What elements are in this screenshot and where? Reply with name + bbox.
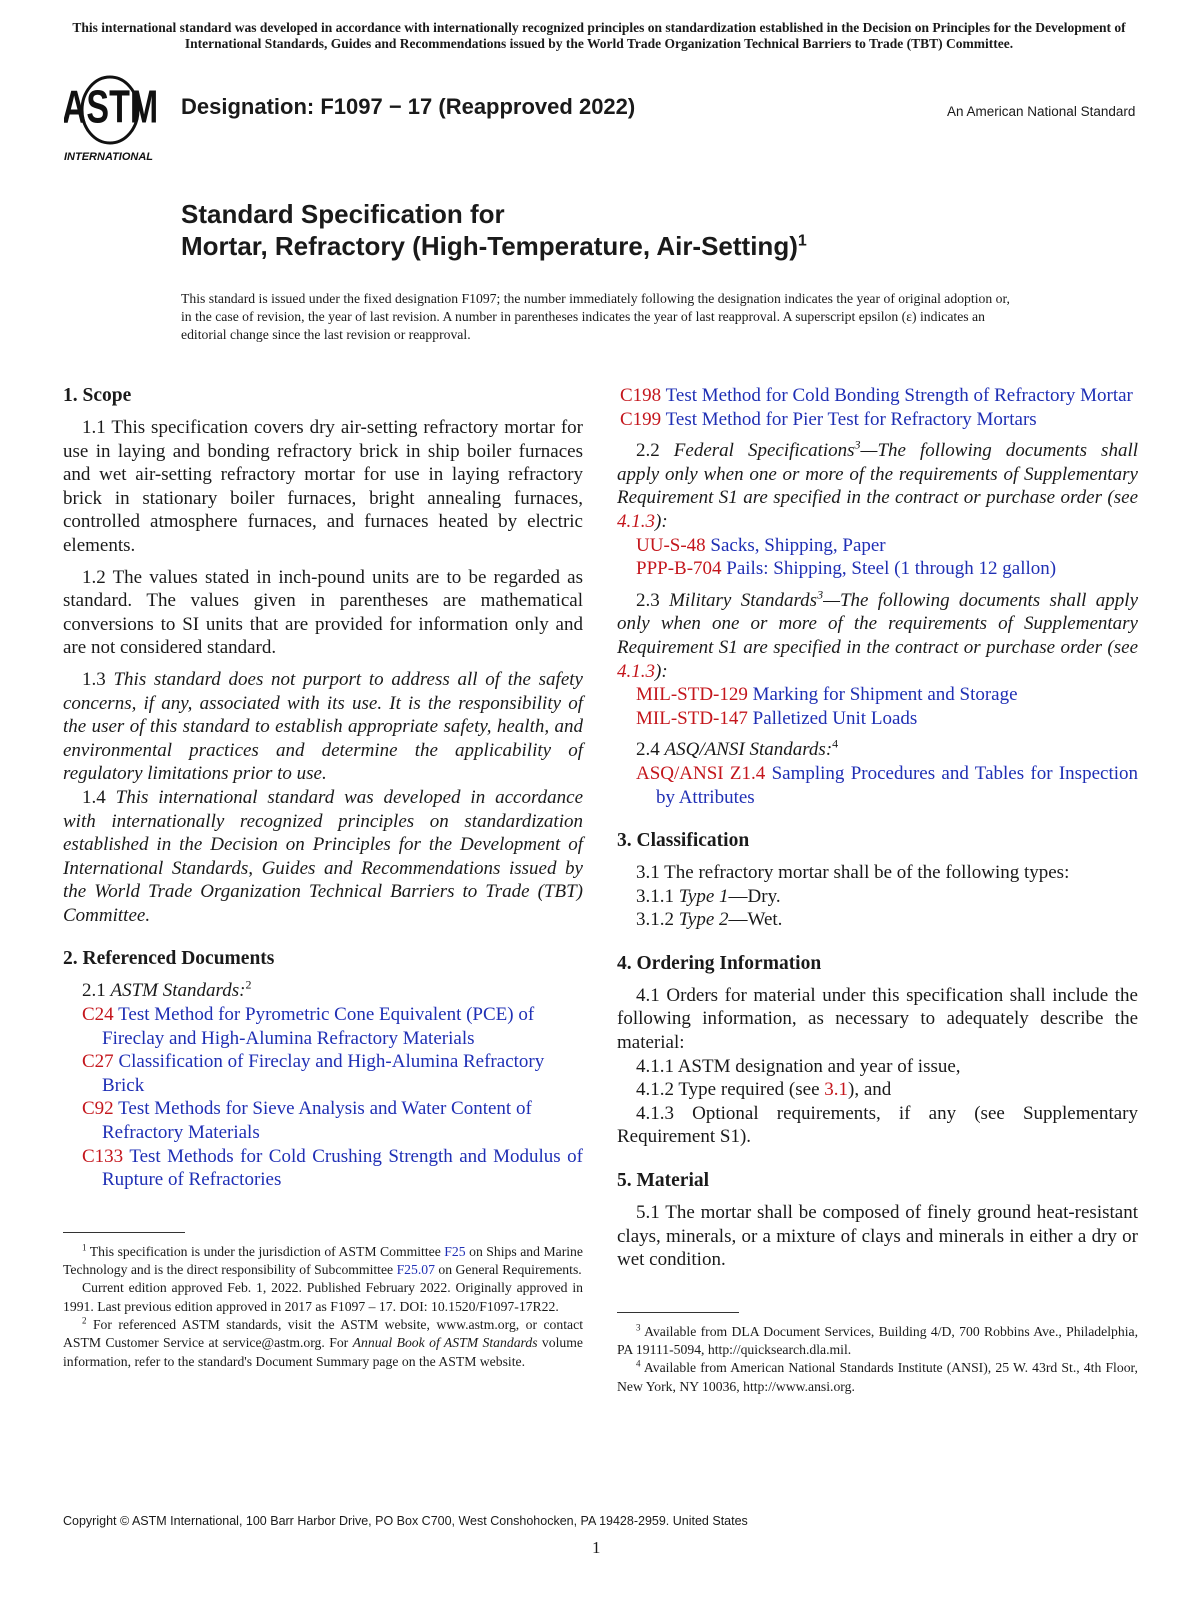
astm-standards-number: 2.1 xyxy=(82,980,106,1002)
astm-standards-label xyxy=(63,979,583,1003)
ref-mil-std-129 xyxy=(617,683,1138,707)
copyright: Copyright © ASTM International, 100 Barr Harbor Drive, PO Box C700, West Conshohocken, PA 19428-2959. United States xyxy=(63,1514,748,1528)
logo-text: ASTM xyxy=(64,80,159,133)
ref-mil-std-147 xyxy=(617,707,1138,731)
type-2-label: Type 2 xyxy=(678,909,729,931)
ref-c133-title[interactable]: Test Methods for Cold Crushing Strength and Modulus of Rupture of Refractories xyxy=(102,1145,583,1191)
military-text-end: ): xyxy=(655,660,668,682)
military-standards xyxy=(617,589,1138,683)
title-line-1: Standard Specification for xyxy=(181,199,505,229)
ref-c92-code[interactable]: C92 xyxy=(82,1098,114,1120)
scope-1-1: 1.1 This specification covers dry air-setting refractory mortar for use in laying and bonding refractory brick in ship boiler furnaces and wet air-setting refractory mortar for use in laying refractory brick in stationary boiler furnaces, bright annealing furnaces, controlled atmosphere furnaces, and furnaces heated by electric elements. xyxy=(63,417,583,556)
scope-1-2: 1.2 The values stated in inch-pound units are to be regarded as standard. The values given in parentheses are mathematical conversions to SI units that are provided for information only and are not considered standard. xyxy=(63,566,583,659)
footnote-3 xyxy=(617,1323,1138,1360)
ref-c27 xyxy=(63,1050,583,1097)
military-number: 2.3 xyxy=(636,589,660,611)
classification-3-1-2 xyxy=(617,908,1138,932)
ref-ppp-b-704 xyxy=(617,557,1138,581)
link-4-1-3-b[interactable]: 4.1.3 xyxy=(617,660,655,682)
footnote-4-text: Available from American National Standards Institute (ANSI), 25 W. 43rd St., 4th Floor, New York, NY 10036, http://www.ansi.org. xyxy=(617,1360,1138,1394)
ref-asq-z1-4 xyxy=(617,762,1138,809)
footnote-1 xyxy=(63,1243,583,1280)
footnote-4-marker: 4 xyxy=(636,1358,641,1369)
ref-ppp-b-704-title[interactable]: Pails: Shipping, Steel (1 through 12 gallon) xyxy=(726,558,1057,580)
logo-subtext: INTERNATIONAL xyxy=(64,151,154,163)
ref-c199-title[interactable]: Test Method for Pier Test for Refractory Mortars xyxy=(665,408,1037,430)
footnote-ref-3a[interactable]: 3 xyxy=(854,437,861,452)
footnote-2-marker: 2 xyxy=(82,1315,87,1326)
type-1-text: —Dry. xyxy=(728,885,781,907)
material-heading: 5. Material xyxy=(617,1170,710,1192)
material-5-1: 5.1 The mortar shall be composed of finely ground heat-resistant clays, minerals, or a mixture of clays and minerals in either a dry or wet condition. xyxy=(617,1202,1138,1271)
left-column xyxy=(63,384,583,1371)
footnote-1-text-b: on Ships and Marine Technology and is the direct responsibility of Subcommittee xyxy=(63,1243,583,1278)
scope-1-4 xyxy=(63,786,583,928)
footnote-2 xyxy=(63,1316,583,1371)
footnote-3-text: Available from DLA Document Services, Building 4/D, 700 Robbins Ave., Philadelphia, PA 19111-5094, http://quicksearch.dla.mil. xyxy=(617,1323,1139,1358)
classification-heading: 3. Classification xyxy=(617,830,750,852)
ref-c92-title[interactable]: Test Methods for Sieve Analysis and Water Content of Refractory Materials xyxy=(102,1098,532,1144)
military-label: Military Standards xyxy=(669,589,818,611)
ref-c199-code[interactable]: C199 xyxy=(620,408,662,430)
ref-asq-z1-4-code[interactable]: ASQ/ANSI Z1.4 xyxy=(636,762,766,784)
issued-note: This standard is issued under the fixed designation F1097; the number immediately following the designation indicates the year of original adoption or, in the case of revision, the year of last revision. A number in parentheses indicates the year of last reapproval. A superscript epsilon (ε) indicates an editorial change since the last revision or reapproval. xyxy=(181,291,1010,342)
ref-c92 xyxy=(63,1097,583,1144)
ref-c198-title[interactable]: Test Method for Cold Bonding Strength of Refractory Mortar xyxy=(665,385,1133,406)
ref-ppp-b-704-code[interactable]: PPP-B-704 xyxy=(636,558,722,580)
footnote-1-text-c: on General Requirements. xyxy=(434,1262,582,1278)
ordering-4-1-3: 4.1.3 Optional requirements, if any (see Supplementary Requirement S1). xyxy=(617,1102,1138,1148)
ref-mil-std-147-code[interactable]: MIL-STD-147 xyxy=(636,707,748,729)
wto-notice: This international standard was developed in accordance with internationally recognized principles on standardization established in the Decision on Principles for the Development of International Standards, Guides and Recommendations issued by the World Trade Organization Technical Barriers to Trade (TBT) Committee. xyxy=(72,20,1126,51)
ref-c27-code[interactable]: C27 xyxy=(82,1051,114,1073)
ref-mil-std-147-title[interactable]: Palletized Unit Loads xyxy=(752,707,918,729)
astm-standards-text: ASTM Standards: xyxy=(110,980,246,1002)
ref-asq-z1-4-title[interactable]: Sampling Procedures and Tables for Inspection by Attributes xyxy=(656,762,1138,808)
right-column xyxy=(617,384,1138,1396)
federal-number: 2.2 xyxy=(636,440,660,462)
designation: Designation: F1097 − 17 (Reapproved 2022) xyxy=(181,94,636,119)
ordering-heading: 4. Ordering Information xyxy=(617,952,822,974)
footnote-1-edition: Current edition approved Feb. 1, 2022. Published February 2022. Originally approved in 1991. Last previous edition approved in 2017 as F1097 – 17. DOI: 10.1520/F1097-17R22. xyxy=(63,1280,583,1314)
ref-uu-s-48-title[interactable]: Sacks, Shipping, Paper xyxy=(710,534,886,556)
federal-label: Federal Specifications xyxy=(673,440,855,462)
scope-1-4-text: This international standard was developed in accordance with internationally recognized principles on standardization established in the Decision on Principles for the Development of International Standards, Guides and Recommendations issued by the World Trade Organization Technical Barriers to Trade (TBT) Committee. xyxy=(63,786,584,926)
scope-1-4-number: 1.4 xyxy=(82,786,106,808)
title-line-2-text: Mortar, Refractory (High-Temperature, Air-Setting) xyxy=(181,231,798,261)
ref-mil-std-129-code[interactable]: MIL-STD-129 xyxy=(636,684,748,706)
ordering-4-1-2-end: ), and xyxy=(848,1079,892,1101)
link-4-1-3-a[interactable]: 4.1.3 xyxy=(617,510,655,532)
footnote-ref-4[interactable]: 4 xyxy=(832,736,839,751)
type-2-text: —Wet. xyxy=(728,909,783,931)
scope-heading: 1. Scope xyxy=(63,385,132,406)
footnote-divider-right xyxy=(617,1312,739,1313)
ordering-4-1-2 xyxy=(617,1078,1138,1102)
footnote-3-marker: 3 xyxy=(636,1322,641,1333)
astm-logo-mark xyxy=(64,70,166,165)
federal-text-end: ): xyxy=(655,510,668,532)
title-line-2 xyxy=(181,230,807,262)
type-2-number: 3.1.2 xyxy=(636,909,674,931)
scope-1-3-number: 1.3 xyxy=(82,668,106,690)
ref-uu-s-48 xyxy=(617,534,1138,558)
asq-standards-label xyxy=(617,738,1138,762)
footnote-4 xyxy=(617,1359,1138,1396)
ref-uu-s-48-code[interactable]: UU-S-48 xyxy=(636,534,706,556)
ref-c133 xyxy=(63,1145,583,1192)
link-f25-07[interactable]: F25.07 xyxy=(396,1262,435,1278)
ref-c24-code[interactable]: C24 xyxy=(82,1004,114,1026)
ordering-4-1-2-text: 4.1.2 Type required (see xyxy=(636,1079,825,1101)
ordering-4-1: 4.1 Orders for material under this specification shall include the following information, as necessary to adequately describe the material: xyxy=(617,984,1138,1054)
military-text: —The following documents shall apply only when one or more of the requirements of Supplementary Requirement S1 are specified in the contract or purchase order (see xyxy=(617,589,1139,658)
ref-mil-std-129-title[interactable]: Marking for Shipment and Storage xyxy=(752,684,1018,706)
ref-c198 xyxy=(617,384,1138,408)
footnote-ref-2[interactable]: 2 xyxy=(245,978,252,993)
link-3-1[interactable]: 3.1 xyxy=(824,1079,849,1101)
footnote-1-marker: 1 xyxy=(82,1242,87,1253)
scope-1-3-text: This standard does not purport to address all of the safety concerns, if any, associated with its use. It is the responsibility of the user of this standard to establish appropriate safety, health, and environmental practices and determine the applicability of regulatory limitations prior to use. xyxy=(63,668,583,785)
footnote-2-text-a: For referenced ASTM standards, visit the ASTM website, www.astm.org, or contact ASTM Customer Service at service@astm.org. For xyxy=(63,1317,584,1351)
asq-label: ASQ/ANSI Standards: xyxy=(664,739,833,761)
type-1-label: Type 1 xyxy=(678,885,729,907)
footnote-2-text-b: volume information, refer to the standard's Document Summary page on the ASTM website. xyxy=(63,1335,583,1369)
scope-1-3 xyxy=(63,668,583,786)
astm-logo xyxy=(64,70,166,165)
ref-c24 xyxy=(63,1003,583,1050)
page-number: 1 xyxy=(592,1538,601,1557)
federal-specifications xyxy=(617,439,1138,533)
ref-c198-code[interactable]: C198 xyxy=(620,385,662,406)
footnote-divider-left xyxy=(63,1232,185,1233)
ref-c24-title[interactable]: Test Method for Pyrometric Cone Equivalent (PCE) of Fireclay and High-Alumina Refractory Materials xyxy=(102,1004,535,1049)
federal-text: —The following documents shall apply only when one or more of the requirements of Supplementary Requirement S1 are specified in the contract or purchase order (see xyxy=(617,440,1139,509)
type-1-number: 3.1.1 xyxy=(636,885,674,907)
ordering-4-1-1: 4.1.1 ASTM designation and year of issue, xyxy=(636,1055,961,1077)
footnote-1-text-a: This specification is under the jurisdiction of ASTM Committee xyxy=(89,1243,445,1259)
document-title xyxy=(181,198,807,262)
link-f25[interactable]: F25 xyxy=(444,1243,466,1259)
title-footnote-ref[interactable]: 1 xyxy=(797,232,807,250)
american-national-standard-label: An American National Standard xyxy=(947,104,1136,119)
footnote-2-italic: Annual Book of ASTM Standards xyxy=(352,1335,538,1351)
classification-3-1-1 xyxy=(617,885,1138,909)
asq-number: 2.4 xyxy=(636,739,660,761)
referenced-heading: 2. Referenced Documents xyxy=(63,948,275,970)
classification-3-1: 3.1 The refractory mortar shall be of the following types: xyxy=(636,862,1070,884)
ref-c199 xyxy=(617,408,1138,432)
footnote-ref-3b[interactable]: 3 xyxy=(817,587,824,602)
ref-c27-title[interactable]: Classification of Fireclay and High-Alumina Refractory Brick xyxy=(102,1051,545,1096)
ref-c133-code[interactable]: C133 xyxy=(82,1145,124,1167)
